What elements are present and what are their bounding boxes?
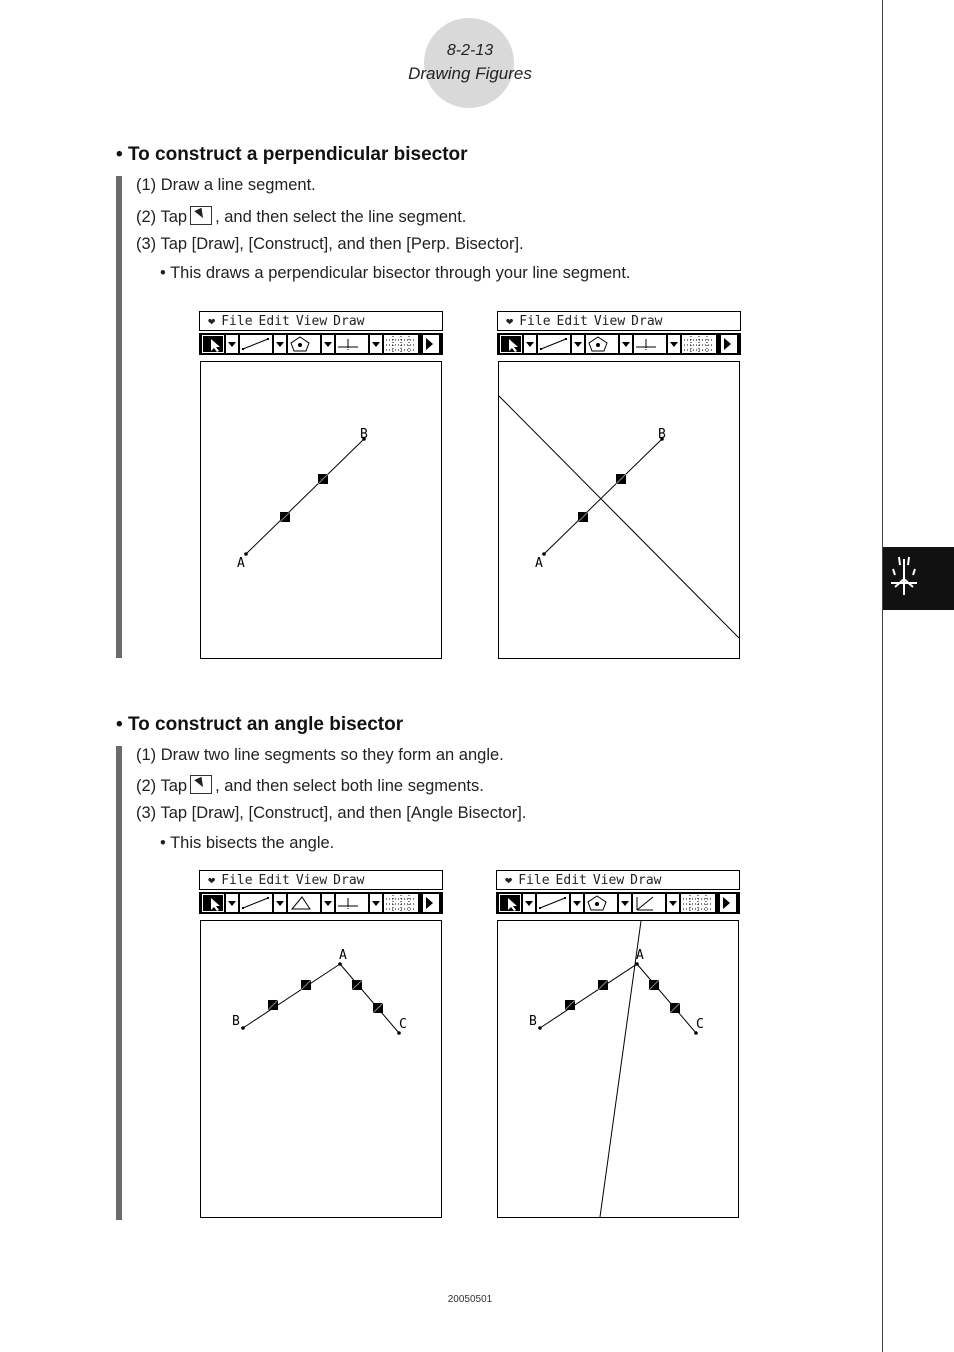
label-a: A: [535, 556, 543, 571]
section-2-title: To construct an angle bisector: [127, 714, 404, 735]
section-1-heading: • To construct a perpendicular bisector: [116, 144, 468, 165]
shape-dropdown[interactable]: [322, 335, 334, 353]
screen-angle-before: [199, 870, 443, 1220]
toolbar-scroll-right-icon[interactable]: [423, 894, 439, 912]
toolbar-scroll-right-icon[interactable]: [720, 894, 736, 912]
select-dropdown[interactable]: [226, 335, 238, 353]
label-a: A: [636, 948, 644, 963]
menu-file[interactable]: File: [221, 873, 253, 888]
construct-dropdown[interactable]: [370, 894, 382, 912]
segment-ac: [637, 964, 696, 1033]
label-b: B: [232, 1014, 240, 1029]
shape-dropdown[interactable]: [322, 894, 334, 912]
section-1-bar: [116, 176, 122, 658]
drawing-canvas[interactable]: [200, 920, 442, 1218]
geometry-tab-icon: [883, 547, 954, 610]
toolbar: [199, 333, 443, 355]
construct-tool-button[interactable]: [633, 894, 665, 912]
label-b: B: [360, 427, 368, 442]
select-tool-icon: [190, 206, 212, 225]
menu-view[interactable]: View: [295, 314, 328, 329]
screen-perp-after: [497, 311, 741, 661]
menu-down-icon[interactable]: ❤: [208, 873, 216, 887]
label-b: B: [658, 427, 666, 442]
section-2-note: • This bisects the angle.: [160, 834, 335, 852]
step-text: (2) Tap: [136, 208, 188, 226]
perpendicular-bisector: [499, 396, 739, 638]
line-dropdown[interactable]: [571, 894, 583, 912]
section-2-step-3: (3) Tap [Draw], [Construct], and then [Angle Bisector].: [136, 804, 527, 822]
line-tool-button[interactable]: [240, 335, 272, 353]
menu-file[interactable]: File: [518, 873, 550, 888]
menu-down-icon[interactable]: ❤: [506, 314, 514, 328]
menu-draw[interactable]: Draw: [630, 873, 662, 888]
label-c: C: [696, 1017, 704, 1032]
section-1-note: • This draws a perpendicular bisector through your line segment.: [160, 264, 631, 282]
section-2-bar: [116, 746, 122, 1220]
screen-perp-before: [199, 311, 443, 661]
construct-tool-button[interactable]: [634, 335, 666, 353]
construct-tool-button[interactable]: [336, 894, 368, 912]
menu-bar: [199, 870, 443, 890]
label-b: B: [529, 1014, 537, 1029]
select-tool-button[interactable]: [499, 894, 521, 912]
line-tool-button[interactable]: [538, 335, 570, 353]
drawing-canvas[interactable]: [200, 361, 442, 659]
note-text: This bisects the angle.: [170, 834, 335, 852]
segment-ab: [540, 964, 637, 1028]
toolbar: [496, 892, 740, 914]
menu-down-icon[interactable]: ❤: [505, 873, 513, 887]
toolbar-scroll-right-icon[interactable]: [721, 335, 737, 353]
segment-ab: [246, 439, 364, 554]
line-tool-button[interactable]: [240, 894, 272, 912]
section-2-step-1: (1) Draw two line segments so they form an angle.: [136, 746, 504, 764]
menu-down-icon[interactable]: ❤: [208, 314, 216, 328]
menu-view[interactable]: View: [592, 873, 625, 888]
select-tool-icon: [190, 775, 212, 794]
line-tool-button[interactable]: [537, 894, 569, 912]
menu-edit[interactable]: Edit: [556, 314, 588, 329]
segment-ab: [544, 439, 662, 554]
menu-draw[interactable]: Draw: [333, 873, 365, 888]
menu-draw[interactable]: Draw: [333, 314, 365, 329]
menu-file[interactable]: File: [221, 314, 253, 329]
drawing-canvas[interactable]: [498, 361, 740, 659]
menu-bar: [199, 311, 443, 331]
grid-tool-button[interactable]: [682, 335, 716, 353]
section-1-step-2: [136, 206, 466, 227]
menu-view[interactable]: View: [593, 314, 626, 329]
shape-tool-button[interactable]: [585, 894, 617, 912]
select-tool-button[interactable]: [500, 335, 522, 353]
line-dropdown[interactable]: [572, 335, 584, 353]
construct-dropdown[interactable]: [370, 335, 382, 353]
toolbar: [497, 333, 741, 355]
toolbar-scroll-right-icon[interactable]: [423, 335, 439, 353]
menu-edit[interactable]: Edit: [258, 314, 290, 329]
toolbar: [199, 892, 443, 914]
section-2-heading: • To construct an angle bisector: [116, 714, 404, 735]
menu-view[interactable]: View: [295, 873, 328, 888]
point: [241, 1026, 245, 1030]
page-number: 8-2-13: [446, 42, 494, 59]
line-dropdown[interactable]: [274, 894, 286, 912]
label-a: A: [339, 948, 347, 963]
shape-dropdown[interactable]: [620, 335, 632, 353]
step-text: , and then select the line segment.: [215, 208, 467, 226]
select-dropdown[interactable]: [524, 335, 536, 353]
menu-draw[interactable]: Draw: [631, 314, 663, 329]
chapter-tab: [883, 547, 954, 610]
grid-tool-button[interactable]: [384, 335, 418, 353]
select-dropdown[interactable]: [226, 894, 238, 912]
label-c: C: [399, 1017, 407, 1032]
menu-bar: [496, 870, 740, 890]
drawing-canvas[interactable]: [497, 920, 739, 1218]
shape-dropdown[interactable]: [619, 894, 631, 912]
shape-tool-button[interactable]: [288, 894, 320, 912]
select-tool-button[interactable]: [202, 335, 224, 353]
screen-angle-after: [496, 870, 740, 1220]
step-text: (2) Tap: [136, 777, 188, 795]
page-title: Drawing Figures: [408, 64, 532, 83]
menu-bar: [497, 311, 741, 331]
note-text: This draws a perpendicular bisector through your line segment.: [170, 264, 631, 282]
section-1-step-3: (3) Tap [Draw], [Construct], and then [Perp. Bisector].: [136, 235, 524, 253]
construct-tool-button[interactable]: [336, 335, 368, 353]
right-margin-rule: [882, 0, 883, 1352]
select-dropdown[interactable]: [523, 894, 535, 912]
shape-tool-button[interactable]: [586, 335, 618, 353]
line-dropdown[interactable]: [274, 335, 286, 353]
segment-ab: [243, 964, 340, 1028]
point: [538, 1026, 542, 1030]
construct-dropdown[interactable]: [667, 894, 679, 912]
step-text: , and then select both line segments.: [215, 777, 484, 795]
shape-tool-button[interactable]: [288, 335, 320, 353]
label-a: A: [237, 556, 245, 571]
footer-code: 20050501: [447, 1294, 493, 1305]
grid-tool-button[interactable]: [681, 894, 715, 912]
section-1-title: To construct a perpendicular bisector: [127, 144, 468, 165]
grid-tool-button[interactable]: [384, 894, 418, 912]
menu-edit[interactable]: Edit: [258, 873, 290, 888]
segment-ac: [340, 964, 399, 1033]
header-circle: [424, 18, 514, 108]
menu-file[interactable]: File: [519, 314, 551, 329]
construct-dropdown[interactable]: [668, 335, 680, 353]
section-2-step-2: [136, 775, 484, 796]
menu-edit[interactable]: Edit: [555, 873, 587, 888]
select-tool-button[interactable]: [202, 894, 224, 912]
section-1-step-1: (1) Draw a line segment.: [136, 176, 316, 194]
